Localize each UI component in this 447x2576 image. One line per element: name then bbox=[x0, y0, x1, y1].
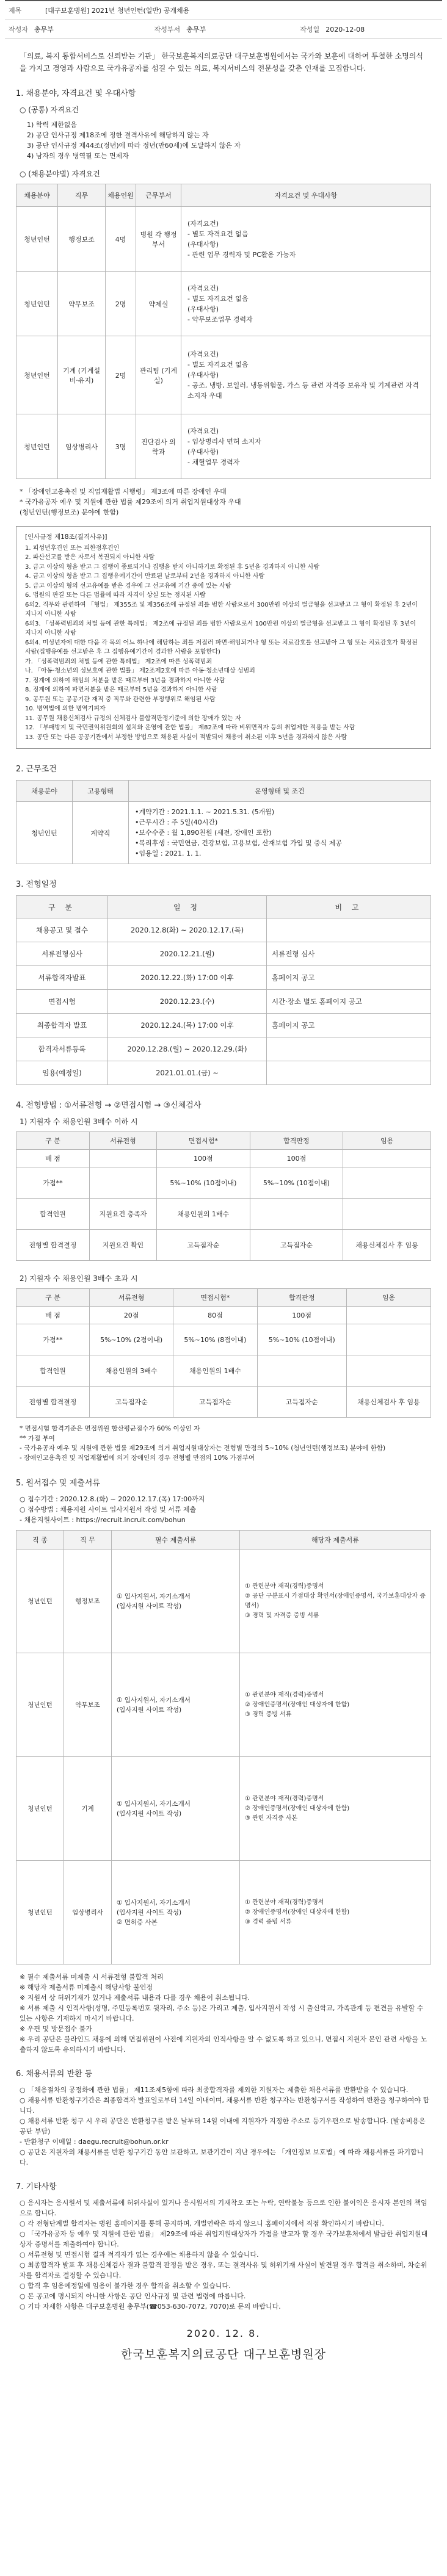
box-line: 4. 금고 이상의 형을 받고 그 집행유예기간이 만료된 날로부터 2년을 경과하지 아니한 사람 bbox=[25, 573, 265, 580]
doc-line: ② 면허증 사본 bbox=[117, 1918, 158, 1926]
cell: 전형별 합격결정 bbox=[16, 1230, 90, 1261]
para-line: ○ 합격 후 임용예정일에 임용이 불가한 경우 합격을 취소할 수 있습니다. bbox=[20, 2282, 231, 2290]
cell: 채용인원의 3배수 bbox=[90, 1355, 173, 1387]
box-line: 2. 파산선고를 받은 자로서 복권되지 아니한 사람 bbox=[25, 554, 155, 561]
case-2-title: 2) 지원자 수 채용인원 3배수 초과 시 bbox=[20, 1274, 138, 1283]
req-line: - 임상병리사 면허 소지자 bbox=[187, 437, 261, 446]
table-row bbox=[16, 1387, 431, 1418]
req-line: (자격요건) bbox=[187, 350, 219, 358]
col-header: 채용분야 bbox=[16, 781, 73, 802]
step-cell: 임용(예정일) bbox=[16, 1061, 108, 1085]
dept-cell: 병원 각 행정부서 bbox=[136, 207, 181, 272]
cell bbox=[343, 1199, 431, 1230]
col-header: 직 무 bbox=[64, 1531, 112, 1550]
cell: 채용신체검사 후 임용 bbox=[343, 1230, 431, 1261]
documents-table bbox=[16, 1530, 431, 1964]
req-cell bbox=[181, 272, 431, 336]
para-line: ○ 기타 자세한 사항은 대구보훈병원 총무부(☎053-630-7072, 7070)로 문의 바랍니다. bbox=[20, 2303, 281, 2311]
table-row bbox=[16, 1861, 431, 1964]
kind-cell: 청년인턴 bbox=[16, 1861, 64, 1964]
para-line: ○ 응시자는 응시원서 및 제출서류에 허위사실이 있거나 응시원서의 기재착오 또는 누락, 연락불능 등으로 인한 불이익은 응시자 본인의 책임으로 합니다. bbox=[20, 2199, 427, 2217]
date-cell: 2020.12.22.(화) 17:00 이후 bbox=[108, 966, 267, 990]
field-cell: 청년인턴 bbox=[16, 272, 58, 336]
table-row bbox=[16, 1061, 431, 1085]
table-row bbox=[16, 336, 431, 414]
table-row bbox=[16, 272, 431, 336]
col-header: 면접시험* bbox=[173, 1289, 257, 1307]
table-row bbox=[16, 1037, 431, 1061]
section-1-notes bbox=[20, 486, 431, 518]
box-title: [인사규정 제18조(결격사유)] bbox=[25, 533, 107, 541]
dept-cell bbox=[151, 24, 297, 34]
box-line: 12. 「부패방지 및 국민권익위원회의 설치와 운영에 관한 법률」 제82조에 따라 비위면직자 등의 취업제한 적용을 받는 사람 bbox=[25, 724, 355, 731]
date-cell: 2021.01.01.(금) ~ bbox=[108, 1061, 267, 1085]
intro-text: 「의료, 복지 통합서비스로 신뢰받는 기관」 한국보훈복지의료공단 대구보훈병원에서는 국가와 보훈에 대하여 투철한 소명의식을 가지고 경영과 사람으로 국가유공자를 섬길 수 있는 의료, 복지서비스의 전문성을 갖춘 인재를 모집합니다. bbox=[20, 52, 423, 73]
table-row bbox=[16, 1307, 431, 1324]
cell bbox=[343, 1167, 431, 1199]
col-header: 자격요건 및 우대사항 bbox=[181, 184, 431, 207]
box-line: 가. 「성폭력범죄의 처벌 등에 관한 특례법」 제2조에 따른 성폭력범죄 bbox=[25, 658, 213, 665]
doc-line: (입사지원 사이트 작성) bbox=[117, 1706, 182, 1714]
col-header: 임용 bbox=[346, 1289, 431, 1307]
cell: 80점 bbox=[173, 1307, 257, 1324]
table-row bbox=[16, 1199, 431, 1230]
cell: 고득점자순 bbox=[250, 1230, 343, 1261]
date-label: 작성일 bbox=[300, 26, 320, 34]
doc-line: ① 입사지원서, 자기소개서 bbox=[117, 1592, 191, 1600]
cell: 5%~10% (2점이내) bbox=[90, 1324, 173, 1355]
dept-cell: 관리팀 (기계실) bbox=[136, 336, 181, 414]
box-line: 6의3. 「성폭력범죄의 처벌 등에 관한 특례법」 제2조에 규정된 죄를 범한 사람으로서 100만원 이상의 벌금형을 선고받고 그 형이 확정된 후 3년이 지나지 아니한 사람 bbox=[25, 620, 416, 637]
section-4-notes bbox=[20, 1424, 431, 1463]
note-line: ※ 필수 제출서류 미제출 시 서류전형 불합격 처리 bbox=[20, 1973, 164, 1981]
cell: 고득점자순 bbox=[90, 1387, 173, 1418]
common-req-item: 4) 남자의 경우 병역필 또는 면제자 bbox=[27, 152, 129, 160]
note-line: * 면접시험 합격기준은 면접위원 합산평균점수가 60% 이상인 자 bbox=[20, 1425, 200, 1432]
section-2-title: 2. 근무조건 bbox=[16, 765, 57, 774]
doc-line: ② 장애인증명서(장애인 대상자에 한함) bbox=[245, 1701, 350, 1708]
box-line: 3. 금고 이상의 형을 받고 그 집행이 종료되거나 집행을 받지 아니하기로 확정된 후 5년을 경과하지 아니한 사람 bbox=[25, 563, 320, 571]
type-cell: 계약직 bbox=[73, 802, 129, 864]
cell: 배 점 bbox=[16, 1150, 90, 1167]
section-4-title: 4. 전형방법 : ①서류전형 → ②면접시험 → ③신체검사 bbox=[16, 1101, 202, 1110]
table-row bbox=[16, 990, 431, 1014]
col-header: 임용 bbox=[343, 1132, 431, 1150]
col-header: 운영형태 및 조건 bbox=[129, 781, 431, 802]
doc-line: ② 공단 구분표시 가점대상 확인서(장애인증명서, 국가보훈대상자 증명서) bbox=[245, 1592, 426, 1609]
note-line: * 국가유공자 예우 및 지원에 관한 법률 제29조에 의거 취업지원대상자 우대 bbox=[20, 498, 241, 506]
section-1-title: 1. 채용분야, 자격요건 및 우대사항 bbox=[16, 89, 136, 98]
col-header: 비 고 bbox=[267, 896, 431, 918]
para-line: ○ 공단은 지원자의 채용서류를 반환 청구기간 동안 보관하고, 보관기간이 지난 경우에는 「개인정보 보호법」에 따라 채용서류를 파기합니다. bbox=[20, 2148, 424, 2167]
box-line: 6의2. 직무와 관련하여 「형법」 제355조 및 제356조에 규정된 죄를 범한 사람으로서 300만원 이상의 벌금형을 선고받고 그 형이 확정된 후 2년이 지나지 아니한 사람 bbox=[25, 601, 418, 618]
common-req-item: 2) 공단 인사규정 제18조에 정한 결격사유에 해당하지 않는 자 bbox=[27, 131, 209, 139]
box-line: 11. 공무원 채용신체검사 규정의 신체검사 불합격판정기준에 의한 장애가 있는 자 bbox=[25, 715, 241, 722]
col-header: 합격판정 bbox=[250, 1132, 343, 1150]
req-line: - 공조, 냉방, 보일러, 냉동위험물, 가스 등 관련 자격증 보유자 및 기계관련 자격 소지자 우대 bbox=[187, 381, 419, 400]
note-line: - 국가유공자 예우 및 지원에 관한 법률 제29조에 의거 취업지원대상자는 전형별 만점의 5~10% (청년인턴(행정보조) 분야에 한함) bbox=[20, 1445, 386, 1452]
table-row bbox=[16, 1324, 431, 1355]
box-line: 8. 징계에 의하여 파면처분을 받은 때로부터 5년을 경과하지 아니한 사람 bbox=[25, 687, 217, 693]
req-line: (자격요건) bbox=[187, 219, 219, 228]
doc-line: ① 입사지원서, 자기소개서 bbox=[117, 1800, 191, 1808]
col-header: 직 종 bbox=[16, 1531, 64, 1550]
para-line: ○ 각 전형단계별 합격자는 병원 홈페이지를 통해 공지하며, 개별연락은 하지 않으니 홈페이지에서 직접 확인하시기 바랍니다. bbox=[20, 2220, 384, 2228]
cell: 가점** bbox=[16, 1167, 90, 1199]
job-cell: 행정보조 bbox=[64, 1550, 112, 1653]
section-7-title: 7. 기타사항 bbox=[16, 2182, 57, 2192]
para-line: ○ 「채용절차의 공정화에 관한 법률」 제11조제5항에 따라 최종합격자를 제외한 지원자는 제출한 채용서류를 반환받을 수 있습니다. bbox=[20, 2086, 409, 2094]
cond-line: •복리후생 : 국민연금, 건강보험, 고용보험, 산재보험 가입 및 중식 제공 bbox=[135, 839, 343, 847]
table-row bbox=[16, 966, 431, 990]
cell: 고득점자순 bbox=[157, 1230, 250, 1261]
box-line: 나. 「아동·청소년의 성보호에 관한 법률」 제2조제2호에 따른 아동·청소년대상 성범죄 bbox=[25, 668, 255, 674]
count-cell: 4명 bbox=[106, 207, 136, 272]
table-row bbox=[16, 942, 431, 966]
job-cell: 임상병리사 bbox=[64, 1861, 112, 1964]
extra-docs-cell bbox=[240, 1861, 431, 1964]
doc-line: ③ 관련 자격증 사본 bbox=[245, 1814, 298, 1822]
cell bbox=[250, 1199, 343, 1230]
para-line: ○ 최종합격자 발표 후 채용신체검사 결과 불합격 판정을 받은 경우, 또는 결격사유 및 허위기재 사실이 발견될 경우 합격을 취소하며, 차순위자를 합격자로 결정할 수 있습니다. bbox=[20, 2261, 427, 2279]
kind-cell: 청년인턴 bbox=[16, 1550, 64, 1653]
count-cell: 2명 bbox=[106, 336, 136, 414]
cond-line: •임용일 : 2021. 1. 1. bbox=[135, 850, 202, 857]
col-header: 해당자 제출서류 bbox=[240, 1531, 431, 1550]
col-header: 채용분야 bbox=[16, 184, 58, 207]
col-header: 서류전형 bbox=[90, 1289, 173, 1307]
field-cell: 청년인턴 bbox=[16, 336, 58, 414]
cell: 전형별 합격결정 bbox=[16, 1387, 90, 1418]
note-cell: 시간·장소 별도 홈페이지 공고 bbox=[267, 990, 431, 1014]
col-header: 근무부서 bbox=[136, 184, 181, 207]
table-row bbox=[16, 414, 431, 479]
post-title: [대구보훈병원] 2021년 청년인턴(일반) 공개채용 bbox=[45, 7, 190, 15]
cell: 5%~10% (10점이내) bbox=[157, 1167, 250, 1199]
job-cell: 행정보조 bbox=[58, 207, 106, 272]
section-3-title: 3. 전형일정 bbox=[16, 880, 57, 889]
col-header: 서류전형 bbox=[90, 1132, 157, 1150]
note-line: ※ 지원서 상 허위기재가 있거나 제출서류 내용과 다를 경우 채용이 취소됩니다. bbox=[20, 1994, 250, 2002]
cell: 20점 bbox=[90, 1307, 173, 1324]
table-header-row bbox=[16, 184, 431, 207]
info-line: ○ 접수기간 : 2020.12.8.(화) ~ 2020.12.17.(목) 17:00까지 bbox=[20, 1495, 205, 1503]
common-req-item: 3) 공단 인사규정 제44조(정년)에 따라 정년(만60세)에 도달하지 않은 자 bbox=[27, 142, 241, 150]
step-cell: 채용공고 및 접수 bbox=[16, 918, 108, 942]
step-cell: 서류합격자발표 bbox=[16, 966, 108, 990]
box-line: 1. 피성년후견인 또는 피한정후견인 bbox=[25, 544, 120, 552]
para-line: ○ 채용서류 반환청구기간은 최종합격자 발표일로부터 14일 이내이며, 채용서류 반환 청구자는 반환청구서를 작성하여 반환을 청구하여야 합니다. bbox=[20, 2096, 430, 2115]
note-cell: 홈페이지 공고 bbox=[267, 1014, 431, 1037]
post-body bbox=[0, 39, 447, 2362]
required-docs-cell bbox=[112, 1861, 240, 1964]
cell: 채용인원의 1배수 bbox=[157, 1199, 250, 1230]
table-row bbox=[16, 1230, 431, 1261]
extra-docs-cell bbox=[240, 1653, 431, 1757]
field-cell: 청년인턴 bbox=[16, 802, 73, 864]
note-cell: 서류전형 심사 bbox=[267, 942, 431, 966]
table-header-row bbox=[16, 1531, 431, 1550]
table-row bbox=[16, 918, 431, 942]
box-line: 6. 법원의 판결 또는 다른 법률에 따라 자격이 상실 또는 정지된 사람 bbox=[25, 592, 206, 599]
col-header: 구 분 bbox=[16, 896, 108, 918]
box-line: 9. 공무원 또는 공공기관 재직 중 직무와 관련한 부정행위로 해임된 사람 bbox=[25, 696, 216, 703]
cell bbox=[343, 1150, 431, 1167]
date-cell: 2020.12.23.(수) bbox=[108, 990, 267, 1014]
req-line: - 관련 업무 경력자 및 PC활용 가능자 bbox=[187, 250, 296, 259]
req-cell bbox=[181, 336, 431, 414]
doc-line: ① 관련분야 재직(경력)증명서 bbox=[245, 1899, 324, 1906]
table-row bbox=[16, 1014, 431, 1037]
dept-value: 총무부 bbox=[186, 26, 206, 34]
info-line: ○ 접수방법 : 채용지원 사이트 입사지원서 작성 및 서류 제출 bbox=[20, 1506, 197, 1513]
board-header bbox=[5, 0, 442, 39]
box-line: 10. 병역법에 의한 병역기피자 bbox=[25, 705, 106, 712]
table-row bbox=[16, 1167, 431, 1199]
note-cell bbox=[267, 1061, 431, 1085]
cond-line: •근무시간 : 주 5일(40시간) bbox=[135, 818, 218, 826]
cell: 가점** bbox=[16, 1324, 90, 1355]
doc-line: ① 관련분야 재직(경력)증명서 bbox=[245, 1795, 324, 1802]
writer-label: 작성자 bbox=[9, 26, 28, 34]
cell: 5%~10% (10점이내) bbox=[250, 1167, 343, 1199]
field-cell: 청년인턴 bbox=[16, 207, 58, 272]
doc-line: (입사지원 사이트 작성) bbox=[117, 1809, 182, 1817]
para-line: ○ 서류전형 및 면접시험 결과 적격자가 없는 경우에는 채용하지 않을 수 있습니다. bbox=[20, 2251, 259, 2259]
section-6-body bbox=[20, 2085, 431, 2168]
common-req-item: 1) 학력 제한없음 bbox=[27, 121, 78, 129]
date-cell: 2020.12.24.(목) 17:00 이후 bbox=[108, 1014, 267, 1037]
table-row bbox=[16, 802, 431, 864]
box-line: 7. 징계에 의하여 해임의 처분을 받은 때로부터 3년을 경과하지 아니한 사람 bbox=[25, 677, 225, 684]
req-line: (자격요건) bbox=[187, 427, 219, 435]
col-header: 합격판정 bbox=[257, 1289, 346, 1307]
table-header-row bbox=[16, 1289, 431, 1307]
job-cell: 약무보조 bbox=[58, 272, 106, 336]
dept-cell: 약제실 bbox=[136, 272, 181, 336]
note-cell bbox=[267, 1037, 431, 1061]
section-5-notes bbox=[20, 1972, 431, 2055]
title-label: 제목 bbox=[9, 7, 22, 15]
req-line: - 채혈업무 경력자 bbox=[187, 458, 240, 466]
box-line: 5. 금고 이상의 형의 선고유예를 받은 경우에 그 선고유예 기간 중에 있는 사람 bbox=[25, 582, 231, 590]
dept-cell: 진단검사 의학과 bbox=[136, 414, 181, 479]
table-row bbox=[16, 1757, 431, 1861]
para-line: ○ 채용서류 반환 청구 시 우리 공단은 반환청구를 받은 날부터 14일 이내에 지원자가 지정한 주소로 등기우편으로 발송합니다. (발송비용은 공단 부담) bbox=[20, 2117, 426, 2135]
cell: 지원요건 충족자 bbox=[90, 1199, 157, 1230]
box-line: 13. 공단 또는 다른 공공기관에서 부정한 방법으로 채용된 사실이 적발되어 채용이 취소된 이후 5년을 경과하지 않은 사람 bbox=[25, 734, 347, 741]
writer-cell bbox=[5, 24, 151, 34]
note-line: ※ 해당자 제출서류 미제출시 해당사항 불인정 bbox=[20, 1983, 153, 1991]
col-header: 구 분 bbox=[16, 1132, 90, 1150]
cell: 5%~10% (10점이내) bbox=[257, 1324, 346, 1355]
application-info bbox=[20, 1494, 431, 1525]
cell: 고득점자순 bbox=[257, 1387, 346, 1418]
cell: 100점 bbox=[250, 1150, 343, 1167]
cell bbox=[346, 1324, 431, 1355]
extra-docs-cell bbox=[240, 1550, 431, 1653]
cell: 고득점자순 bbox=[173, 1387, 257, 1418]
return-email-link[interactable]: - 반환청구 이메일 : daegu.recruit@bohun.or.kr bbox=[20, 2138, 169, 2146]
cell bbox=[257, 1355, 346, 1387]
note-cell bbox=[267, 918, 431, 942]
table-row bbox=[16, 1550, 431, 1653]
doc-line: ① 관련분야 재직(경력)증명서 bbox=[245, 1582, 324, 1590]
common-req-list bbox=[27, 120, 431, 161]
job-cell: 기계 (기계설비·유지) bbox=[58, 336, 106, 414]
selection-table-2 bbox=[16, 1288, 431, 1418]
doc-line: ③ 경력 및 자격증 증빙 서류 bbox=[245, 1612, 319, 1619]
section-6-title: 6. 채용서류의 반환 등 bbox=[16, 2069, 93, 2079]
job-cell: 임상병리사 bbox=[58, 414, 106, 479]
step-cell: 면접시험 bbox=[16, 990, 108, 1014]
col-header: 직무 bbox=[58, 184, 106, 207]
para-line: ○ 「국가유공자 등 예우 및 지원에 관한 법률」 제29조에 따른 취업지원대상자가 가점을 받고자 할 경우 국가보훈처에서 발급한 취업지원대상자 증명서를 제출하여야 합니다. bbox=[20, 2230, 428, 2248]
date-cell: 2020.12.8(화) ~ 2020.12.17.(목) bbox=[108, 918, 267, 942]
note-line: * 「장애인고용촉진 및 직업재활법 시행령」 제3조에 따른 장애인 우대 bbox=[20, 488, 227, 496]
req-line: (우대사항) bbox=[187, 305, 219, 313]
req-cell bbox=[181, 414, 431, 479]
cell bbox=[90, 1167, 157, 1199]
count-cell: 2명 bbox=[106, 272, 136, 336]
note-line: - 장애인고용촉진 및 직업재활법에 의거 장애인의 경우 전형별 만점의 10% 가점부여 bbox=[20, 1454, 255, 1462]
req-line: (우대사항) bbox=[187, 240, 219, 248]
doc-line: ① 입사지원서, 자기소개서 bbox=[117, 1899, 191, 1907]
doc-line: (입사지원 사이트 작성) bbox=[117, 1602, 182, 1610]
note-cell: 홈페이지 공고 bbox=[267, 966, 431, 990]
field-req-title: ○ (채용분야별) 자격요건 bbox=[20, 170, 100, 178]
cell: 5%~10% (8점이내) bbox=[173, 1324, 257, 1355]
cell bbox=[346, 1355, 431, 1387]
req-line: (우대사항) bbox=[187, 447, 219, 456]
note-line: ※ 우리 공단은 블라인드 채용에 의해 면접위원이 사전에 지원자의 인적사항을 알 수 없도록 하고 있으니, 면접시 지원자 본인 관련 사항을 노출하지 않도록 유의하시기 바랍니다. bbox=[20, 2035, 427, 2054]
case-1-title: 1) 지원자 수 채용인원 3배수 이하 시 bbox=[20, 1117, 138, 1126]
req-line: - 약무보조업무 경력자 bbox=[187, 315, 253, 323]
cell bbox=[90, 1150, 157, 1167]
col-header: 고용형태 bbox=[73, 781, 129, 802]
section-7-body bbox=[20, 2198, 431, 2312]
work-condition-table bbox=[16, 780, 431, 864]
box-line: 6의4. 미성년자에 대한 다음 각 목의 어느 하나에 해당하는 죄를 저질러 파면·해임되거나 형 또는 치료감호를 선고받아 그 형 또는 치료감호가 확정된 사람(집행유예를 선고받은 후 그 집행유예기간이 경과한 사람을 포함한다) bbox=[25, 639, 418, 655]
doc-line: ② 장애인증명서(장애인 대상자에 한함) bbox=[245, 1908, 350, 1916]
cell bbox=[346, 1307, 431, 1324]
section-5-title: 5. 원서접수 및 제출서류 bbox=[16, 1479, 100, 1488]
cond-line: •보수수준 : 월 1,890천원 (세전, 장애인 포함) bbox=[135, 829, 272, 837]
note-line: ** 가점 부여 bbox=[20, 1435, 55, 1442]
doc-line: ③ 경력 증빙 서류 bbox=[245, 1918, 292, 1925]
dept-label: 작성부서 bbox=[154, 26, 181, 34]
doc-line: ② 장애인증명서(장애인 대상자에 한함) bbox=[245, 1805, 350, 1812]
table-header-row bbox=[16, 1132, 431, 1150]
cell: 채용인원의 1배수 bbox=[173, 1355, 257, 1387]
note-line: ※ 서류 제출 시 인적사항(성명, 주민등록번호 뒷자리, 주소 등)은 가리고 제출, 입사지원서 작성 시 출신학교, 가족관계 등 편견을 유발할 수 있는 사항은 기재하지 마시기 바랍니다. bbox=[20, 2004, 424, 2022]
req-cell bbox=[181, 207, 431, 272]
table-row bbox=[16, 207, 431, 272]
cell: 100점 bbox=[257, 1307, 346, 1324]
date-cell bbox=[296, 24, 442, 34]
table-row bbox=[16, 1653, 431, 1757]
table-row bbox=[16, 1150, 431, 1167]
writer-value: 총무부 bbox=[34, 26, 54, 34]
required-docs-cell bbox=[112, 1653, 240, 1757]
cell: 합격인원 bbox=[16, 1355, 90, 1387]
title-row bbox=[5, 1, 442, 20]
required-docs-cell bbox=[112, 1757, 240, 1861]
job-cell: 기계 bbox=[64, 1757, 112, 1861]
condition-cell bbox=[129, 802, 431, 864]
note-line: ※ 우편 및 방문접수 불가 bbox=[20, 2025, 92, 2033]
step-cell: 최종합격자 발표 bbox=[16, 1014, 108, 1037]
note-line: (청년인턴(행정보조) 분야에 한함) bbox=[20, 508, 119, 516]
table-header-row bbox=[16, 896, 431, 918]
date-value: 2020-12-08 bbox=[325, 25, 365, 34]
doc-line: ③ 경력 증빙 서류 bbox=[245, 1711, 292, 1718]
required-docs-cell bbox=[112, 1550, 240, 1653]
cell: 지원요건 확인 bbox=[90, 1230, 157, 1261]
req-line: (우대사항) bbox=[187, 371, 219, 379]
col-header: 일 정 bbox=[108, 896, 267, 918]
selection-table-1 bbox=[16, 1131, 431, 1261]
req-line: - 별도 자격요건 없음 bbox=[187, 229, 249, 238]
meta-row bbox=[5, 20, 442, 39]
col-header: 구 분 bbox=[16, 1289, 90, 1307]
date-cell: 2020.12.28.(월) ~ 2020.12.29.(화) bbox=[108, 1037, 267, 1061]
req-line: (자격요건) bbox=[187, 284, 219, 292]
kind-cell: 청년인턴 bbox=[16, 1653, 64, 1757]
req-line: - 별도 자격요건 없음 bbox=[187, 294, 249, 303]
notice-date: 2020. 12. 8. bbox=[186, 2328, 261, 2339]
count-cell: 3명 bbox=[106, 414, 136, 479]
step-cell: 서류전형심사 bbox=[16, 942, 108, 966]
step-cell: 합격자서류등록 bbox=[16, 1037, 108, 1061]
recruit-field-table bbox=[16, 184, 431, 479]
table-row bbox=[16, 1355, 431, 1387]
field-cell: 청년인턴 bbox=[16, 414, 58, 479]
col-header: 채용인원 bbox=[106, 184, 136, 207]
cell: 채용신체검사 후 임용 bbox=[346, 1387, 431, 1418]
cond-line: •계약기간 : 2021.1.1. ~ 2021.5.31. (5개월) bbox=[135, 808, 275, 816]
common-req-title: ○ (공통) 자격요건 bbox=[20, 106, 79, 114]
recruit-site-link[interactable]: - 채용지원사이트 : https://recruit.incruit.com/bohun bbox=[20, 1516, 186, 1524]
extra-docs-cell bbox=[240, 1757, 431, 1861]
cell: 합격인원 bbox=[16, 1199, 90, 1230]
kind-cell: 청년인턴 bbox=[16, 1757, 64, 1861]
date-cell: 2020.12.21.(월) bbox=[108, 942, 267, 966]
doc-line: (입사지원 사이트 작성) bbox=[117, 1908, 182, 1916]
col-header: 필수 제출서류 bbox=[112, 1531, 240, 1550]
schedule-table bbox=[16, 895, 431, 1085]
req-line: - 별도 자격요건 없음 bbox=[187, 361, 249, 369]
job-cell: 약무보조 bbox=[64, 1653, 112, 1757]
doc-line: ① 입사지원서, 자기소개서 bbox=[117, 1696, 191, 1704]
cell: 배 점 bbox=[16, 1307, 90, 1324]
table-header-row bbox=[16, 781, 431, 802]
cell: 100점 bbox=[157, 1150, 250, 1167]
col-header: 면접시험* bbox=[157, 1132, 250, 1150]
doc-line: ① 관련분야 재직(경력)증명서 bbox=[245, 1691, 324, 1698]
issuer-name: 한국보훈복지의료공단 대구보훈병원장 bbox=[120, 2348, 327, 2361]
para-line: ○ 본 공고에 명시되지 아니한 사항은 공단 인사규정 및 관련 법령에 따릅니다. bbox=[20, 2292, 246, 2300]
disqualification-box bbox=[16, 526, 431, 749]
